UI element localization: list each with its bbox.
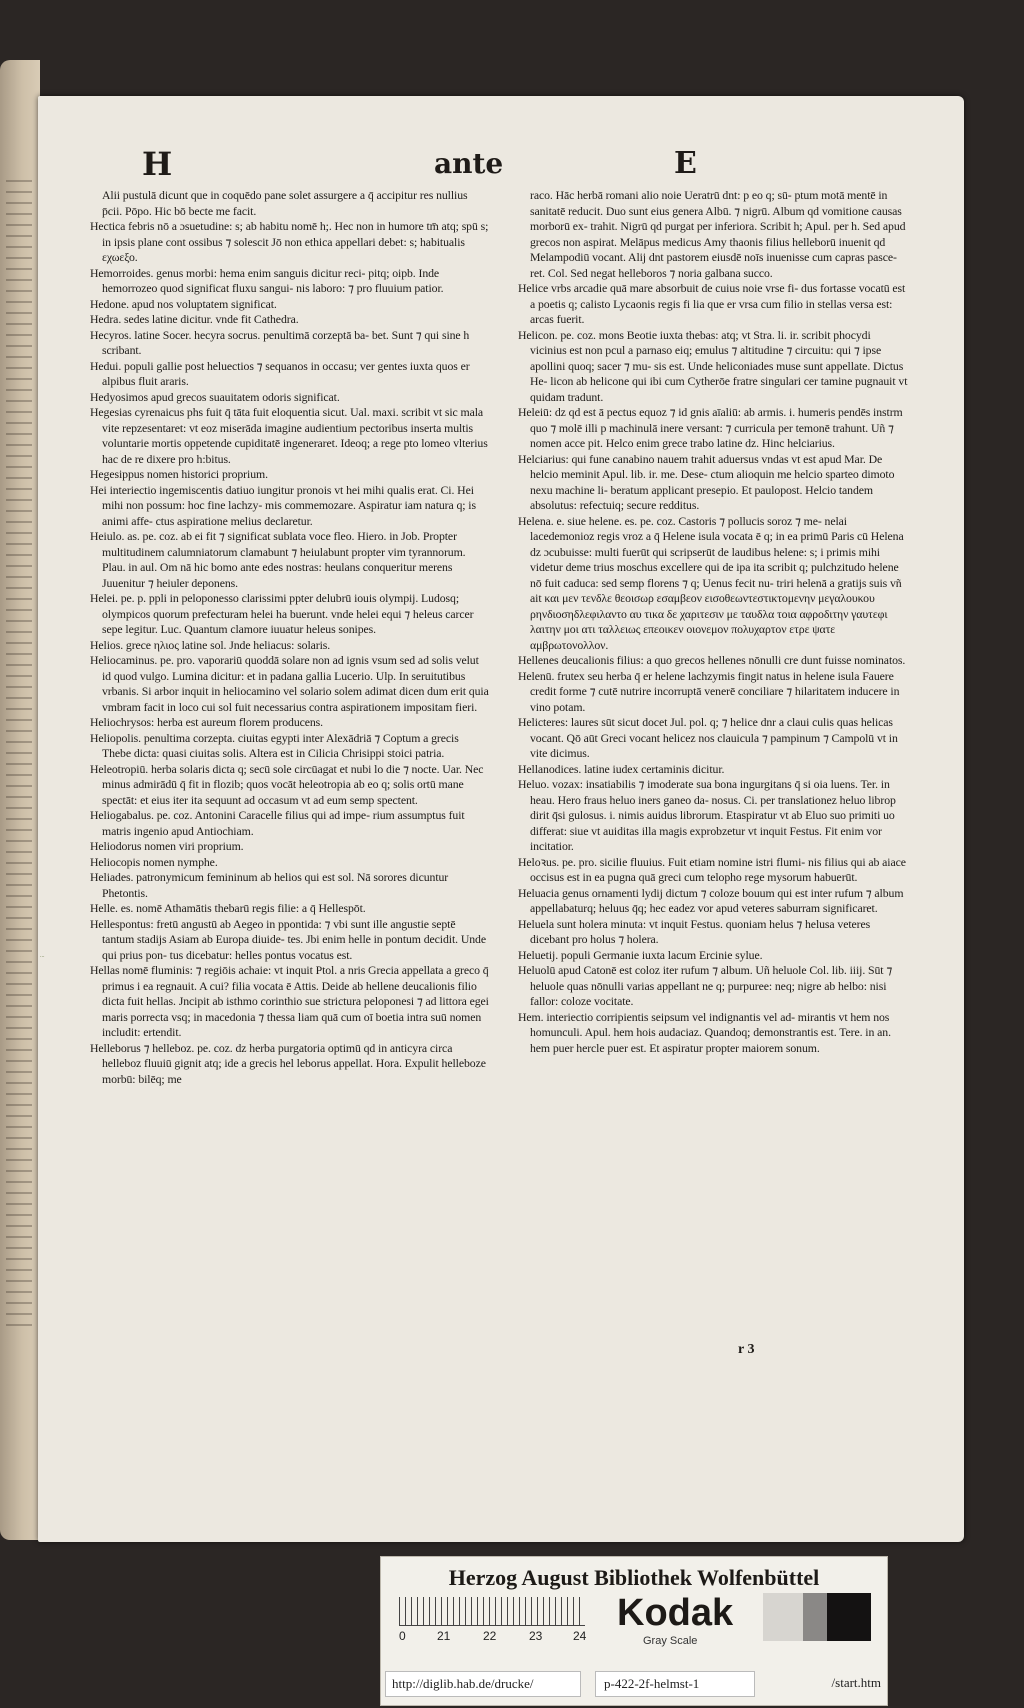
entry: Hei interiectio ingemiscentis datiuo iungitur pronois vt hei mihi qualis erat. Ci. Hei mihi non possum: hoc fine lachzy- mis commemozare. Aspiratur iam natura q; is animi affe- ctus aspiratione melius declaretur. [90, 482, 476, 528]
entry: Heloꝛus. pe. pro. sicilie fluuius. Fuit etiam nomine istri flumi- nis filius qui ab aiace occisus est in ea pugna quā greci cum telopho rege mysorum habuerūt. [518, 854, 906, 884]
kodak-logo: Kodak [617, 1592, 734, 1634]
entry: Helice vrbs arcadie quā mare absorbuit de cuius noie vrse fi- dus fortasse vocatū est a poetis q; calisto Lycaonis regis fi lia que er vrsa cum filio in stellas versa est: arcas fuerit. [518, 281, 906, 326]
entry: Helei. pe. p. ppli in peloponesso clarissimi ppter delubrū iouis olympij. Ludosq; olympicos quorum prefecturam helei ha buerunt. vnde helei equi ⁊ heleus carcer sepe legitur. Luc. Quantum clamore iuuatur heleus sonipes. [90, 591, 474, 636]
entry: Heluolū apud Catonē est coloz iter rufum ⁊ album. Uñ heluole Col. lib. iiij. Sūt ⁊ heluole quas nōnulli varias appellant ne q; purpuree: neq; nigre ab helbo: nisi fallor: coloze vocitate. [518, 963, 893, 1008]
entry: Heluela sunt holera minuta: vt inquit Festus. quoniam helus ⁊ helusa veteres dicebant pro holus ⁊ holera. [518, 916, 871, 946]
shelfmark-label: p-422-2f-helmst-1 [595, 1671, 755, 1697]
entry: Hellas nomē fluminis: ⁊ regiōis achaie: vt inquit Ptol. a nris Grecia appellata a greco q̄ primus i ea regnauit. A cui? filia vocata ē Attis. Deide ab hellene deucalionis filio dicta fuit hellas. Jncipit ab isthmo corinthio sue strictura peloponesi ⁊ ad littora egei maris porrecta vsq; in macedonia ⁊ thessa liam quā cum oī boetia intra suū nomen includit: ertendit. [90, 963, 489, 1039]
previous-page-text-lines [6, 180, 32, 1330]
entry: Hemorroides. genus morbi: hema enim sanguis dicitur reci- pitq; oipb. Inde hemorrozeo quod significat fluxu sangui- nis laboro: ⁊ pro fluuium patior. [90, 265, 444, 295]
previous-page-edge [0, 60, 40, 1540]
ruler-number: 24 [573, 1629, 587, 1643]
ruler-number: 23 [529, 1629, 543, 1643]
header-running-title: ante [434, 147, 504, 180]
entry: Helciarius: qui fune canabino nauem trahit aduersus vndas vt est apud Mar. De helcio meminit Apul. lib. ir. me. Dese- ctum alioquin me helcio sparteo dimoto nexu machine li- beratum applicant presepio. Et paulopost. Helcio tandem absolutus: refectuiq; secure redditus. [518, 451, 895, 512]
ruler-number: 0 [399, 1629, 406, 1643]
entry: Heleotropiū. herba solaris dicta q; secū sole circūagat et nubi lo die ⁊ nocte. Uar. Nec minus admirādū q̄ fit in flozib; quos vocāt heleotropia ab eo q; solis ortū mane spectāt: et eius iter ita sequunt ad occasum vt ad eum semp spectent. [90, 761, 484, 807]
ruler-number: 21 [437, 1629, 451, 1643]
entry: Heliades. patronymicum femininum ab helios qui est sol. Nā sorores dicuntur Phetontis. [90, 870, 449, 900]
entry: Heliopolis. penultima corzepta. ciuitas egypti inter Alexādriā ⁊ Coptum a grecis Thebe dicta: quasi ciuitas solis. Altera est in Cilicia Chrisippi stoici patria. [90, 730, 459, 760]
entry: Helicteres: laures sūt sicut docet Jul. pol. q; ⁊ helice dnr a claui culis quas helicas vocant. Qō aūt Greci vocant helicez nos clauicula ⁊ pampinum ⁊ Campolū vt in vite dicimus. [518, 715, 898, 760]
left-text-column [90, 188, 490, 1087]
header-letter-left: H [142, 145, 173, 183]
entry: Hedui. populi gallie post heluectios ⁊ sequanos in occasu; ver gentes iuxta quos er alpibus fluit araris. [90, 358, 470, 388]
entry: Heluacia genus ornamenti lydij dictum ⁊ coloze bouum qui est inter rufum ⁊ album appellabaturq; heluus q̄q; hec eadez vor apud veteres saburram significaret. [518, 885, 904, 915]
gray-scale-label: Gray Scale [643, 1635, 698, 1647]
url-label: http://diglib.hab.de/drucke/ [385, 1671, 581, 1697]
entry: Hem. interiectio corripientis seipsum vel indignantis vel ad- mirantis vt hem nos homunculi. Apul. hem hois audaciaz. Quandoq; demonstrantis est. Tere. in an. hem puer hercle puer est. Et aspiratur propter maiorem sonum. [518, 1009, 891, 1055]
entry: Heliocaminus. pe. pro. vaporariū quoddā solare non ad ignis vsum sed ad solis velut id quod vulgo. Lumina dicitur: et in padana gallia Lucerio. Ulp. In seruitutibus vrbanis. Si arbor inquit in heliocamino vel solario solem adimat dicen dum erit quia vmbram facit in loco cui sol fuit necessarius contra aspirationem impositam fieri. [90, 653, 489, 714]
entry: Hedone. apud nos voluptatem significat. [90, 296, 277, 311]
entry: Hedyosimos apud grecos suauitatem odoris significat. [90, 389, 340, 404]
gray-swatch-dark [827, 1593, 871, 1641]
ruler-numbers [399, 1629, 589, 1645]
entry: Helena. e. siue helene. es. pe. coz. Castoris ⁊ pollucis soroz ⁊ me- nelai lacedemonioz regis vroz a q̄ Helene isula vocata ē q; in ea primū Paris cū Helena dz ɔcubuisse: multi fuerūt qui scripserūt de laudibus helene: s; i primis mihi videtur deme trius moschus excellere qui de ipa ita scribit q; pulchzitudo helene nō fuit caduca: sed semp florens ⁊ q; Uenus fecit nu- triri helenā a gratijs suis vñ ait και μεν τενδλε θεοισωρ εσαμβεον εισοθεωντεστικτομενην μεγαλουκου ρηνδιοσηδλεφιλαντο αυ τικα δε χαριτεσιν με ταυδλα τοια αφροδιτην γαυτεφι λαιτην μοι ατι ταλλειως επεοικεν οιονεμον πολυχαρτον ετρε ψατε αμβρωτονολλον. [518, 513, 904, 652]
entry: Heliochrysos: herba est aureum florem producens. [90, 715, 324, 729]
right-text-column [518, 188, 910, 1056]
entry: raco. Hāc herbā romani alio noie Ueratrū dnt: p eo q; sū- ptum motā mentē in sanitatē reducit. Duo sunt eius genera Albū. ⁊ nigrū. Album qd vomitione causas morborū ex- trahit. Nigrū qd purgat per inferiora. Scribit h; Apul. per h. Sed apud grecos non aspirat. Melāpus medicus Amy thaonis filius helleborū inuenit qd Melampodiū vocant. Alij dnt pastorem eiusdē noīs inuenisse cum capras pasce- ret. Col. Sed negat helleboros ⁊ noria galbana succo. [530, 188, 906, 280]
entry: Helios. grece ηλιος latine sol. Jnde heliacus: solaris. [90, 637, 331, 652]
entry: Hellespontus: fretū angustū ab Aegeo in ppontida: ⁊ vbi sunt ille angustie septē tantum stadijs Asiam ab Europa diuide- tes. Jbi enim helle in pontum decidit. Unde qui prius pon- tus dicebatur: helles pontus vocatus est. [90, 916, 486, 962]
entry: Helle. es. nomē Athamātis thebarū regis filie: a q̄ Hellespōt. [90, 901, 366, 915]
marginal-annotation: ... [40, 953, 45, 959]
entry: Hegesias cyrenaicus phs fuit q̄ tāta fuit eloquentia sicut. Ual. maxi. scribit vt sic mala vite repzesentaret: vt eoz miserāda imagine audientium pectoribus inserta multis voluntarie mortis oppetende cupiditatē ingeneraret. Ideoq; a rege pto lomeo vlterius hac de re dixere pro h:bitus. [90, 405, 488, 466]
entry: Helleborus ⁊ helleboz. pe. coz. dz herba purgatoria optimū qd in anticyra circa helleboz fluuiū gignit atq; ide a grecis hel leborus appellat. Hora. Expulit helleboze morbū: bilēq; me [90, 1040, 486, 1086]
header-letter-right: E [674, 146, 697, 181]
start-page-label: /start.htm [831, 1675, 881, 1690]
color-target-card [380, 1556, 888, 1706]
entry: Heliocopis nomen nymphe. [90, 854, 218, 869]
entry: Heleiū: dz qd est ā pectus equoz ⁊ id gnis aīaliū: ab armis. i. humeris pendēs instrm quo ⁊ molē illi p machinulā inere versant: ⁊ curricula per temonē trahunt. Uñ ⁊ nomen acce pit. Helco enim grece trabo latine dz. Hinc helciarius. [518, 405, 903, 450]
entry: Helicon. pe. coz. mons Beotie iuxta thebas: atq; vt Stra. li. ir. scribit phocydi vicinius est non pcul a parnaso eiq; emulus ⁊ altitudine ⁊ circuitu: qui ⁊ ipse apollini quoq; sacer ⁊ mu- sis est. Unde heliconiades muse sunt appellate. Dictus He- licon ab helicone qui ibi cum Cytherōe fratre singulari cer tamine pugnauit vt quidam tradunt. [518, 327, 908, 404]
entry: Alii pustulā dicunt que in coquēdo pane solet assurgere a q̄ accipitur res nullius p̄cii. Pōpo. Hic bō becte me facit. [102, 188, 468, 218]
entry: Hellanodices. latine iudex certaminis dicitur. [518, 761, 725, 776]
entry: Heluo. vozax: insatiabilis ⁊ imoderate sua bona ingurgitans q̄ si oia luens. Ter. in heau. Hero fraus heluo iners ganeo da- nosus. Ci. per translationez heluo librop dirit q̄si gulosus. i. nimis auidus librorum. Etaspiratur vt ab Eluo suo primiti uo differat: siue vt auiditas illa magis exprobzetur vt inquit Festus. Fit enim vor incitatior. [518, 777, 896, 853]
entry: Hellenes deucalionis filius: a quo grecos hellenes nōnulli cre dunt fuisse nominatos. [518, 653, 906, 667]
entry: Hectica febris nō a ɔsuetudine: s; ab habitu nomē h;. Hec non in humore tm̄ atq; spū s; in ipsis plane cont ossibus ⁊ solescit Jō non ethica appellari debet: s; habitualis εχωεξο. [90, 219, 489, 264]
signature-mark: r 3 [738, 1342, 755, 1357]
entry: Helenū. frutex seu herba q̄ er helene lachzymis fingit natus in helene isula Fauere credit forme ⁊ cutē nutrire incorruptā venerē conciliare ⁊ hilaritatem inducere in vino potam. [518, 668, 900, 714]
ruler-scale [399, 1597, 585, 1626]
ruler-number: 22 [483, 1629, 497, 1643]
entry: Hedra. sedes latine dicitur. vnde fit Cathedra. [90, 312, 299, 326]
library-name: Herzog August Bibliothek Wolfenbüttel [448, 1565, 820, 1590]
page-header [38, 144, 964, 184]
gray-swatch-mid [803, 1593, 827, 1641]
entry: Heluetij. populi Germanie iuxta lacum Ercinie sylue. [518, 947, 763, 962]
entry: Heiulo. as. pe. coz. ab ei fit ⁊ significat sublata voce fleo. Hiero. in Job. Propter multitudinem calumniatorum clamabunt ⁊ heiulabunt propter vim tyrannorum. Plau. in aul. Om nā hic bomo ante edes nostras: heulans conqueritur merens Juuenitur ⁊ heiuler deponens. [90, 529, 466, 590]
book-page [38, 96, 964, 1542]
gray-swatch-light [763, 1593, 803, 1641]
entry: Hegesippus nomen historici proprium. [90, 467, 268, 481]
entry: Heliodorus nomen viri proprium. [90, 839, 244, 853]
entry: Hecyros. latine Socer. hecyra socrus. penultimā corzeptā ba- bet. Sunt ⁊ qui sine h scribant. [90, 327, 470, 357]
entry: Heliogabalus. pe. coz. Antonini Caracelle filius qui ad impe- rium assumptus fuit matris ingenio apud Antiochiam. [90, 808, 465, 838]
